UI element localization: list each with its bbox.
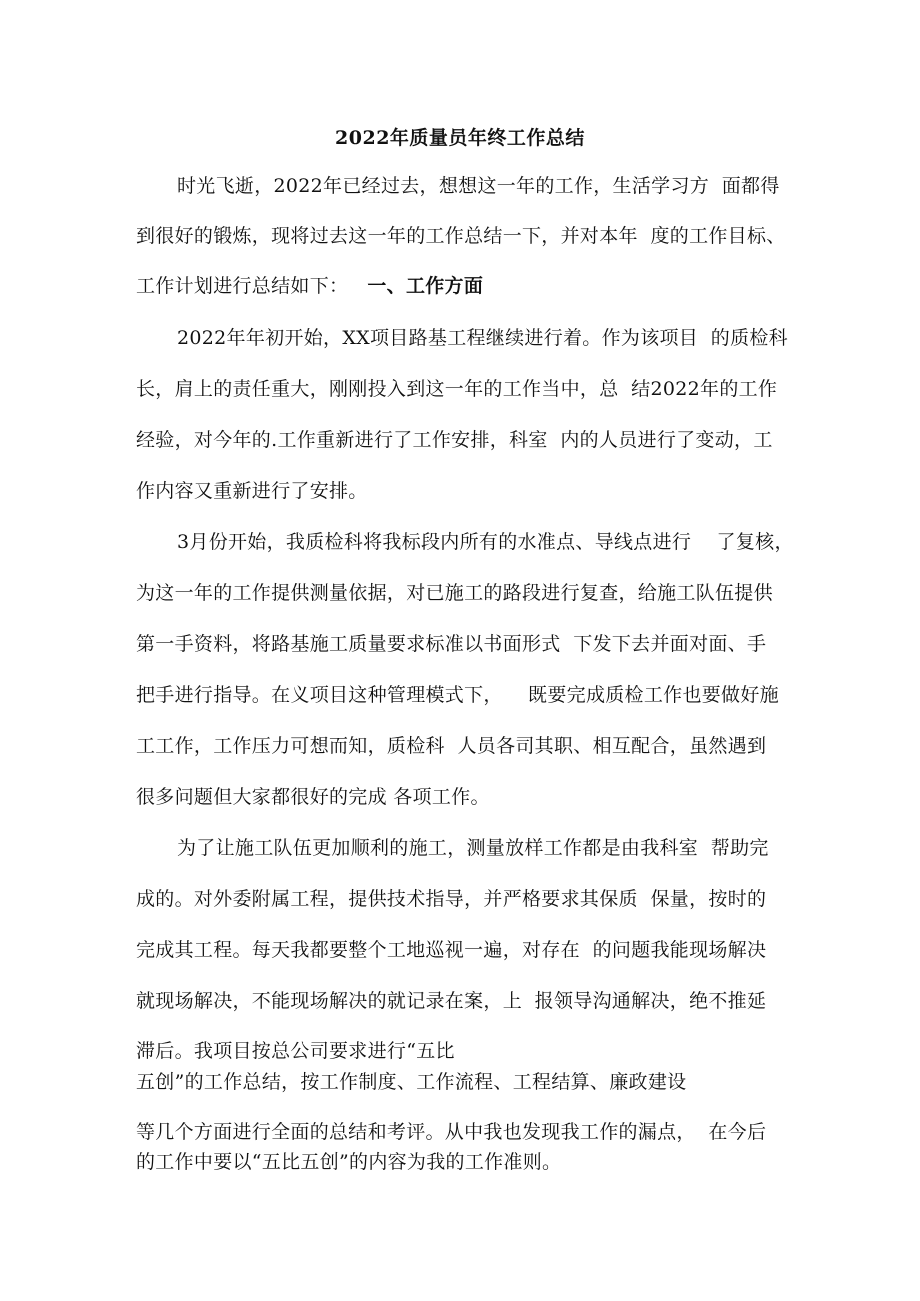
paragraph-line: 长，肩上的责任重大，刚刚投入到这一年的工作当中，总 结2022年的工作	[136, 378, 778, 400]
paragraph-line: 就现场解决，不能现场解决的就记录在案，上 报领导沟通解决，绝不推延	[136, 990, 767, 1012]
paragraph-line: 滞后。我项目按总公司要求进行“五比	[136, 1040, 455, 1062]
paragraph-line: 五创”的工作总结，按工作制度、工作流程、工程结算、廉政建设	[136, 1071, 687, 1093]
paragraph-line: 时光飞逝，2022年已经过去，想想这一年的工作，生活学习方 面都得	[177, 175, 780, 197]
paragraph-text: 工作计划进行总结如下：	[136, 275, 349, 297]
paragraph-line: 作内容又重新进行了安排。	[136, 480, 368, 502]
paragraph-line: 为这一年的工作提供测量依据，对已施工的路段进行复查，给施工队伍提供	[136, 582, 773, 604]
paragraph-line: 的工作中要以“五比五创”的内容为我的工作准则。	[136, 1151, 562, 1173]
paragraph-line: 2022年年初开始，XX项目路基工程继续进行着。作为该项目 的质检科	[177, 327, 788, 349]
paragraph-line: 把手进行指导。在义项目这种管理模式下， 既要完成质检工作也要做好施	[136, 684, 779, 706]
paragraph-line: 3月份开始，我质检科将我标段内所有的水准点、导线点进行 了复核，	[177, 531, 794, 553]
paragraph-line: 经验，对今年的.工作重新进行了工作安排，科室 内的人员进行了变动，工	[136, 429, 773, 451]
paragraph-line: 工工作，工作压力可想而知，质检科 人员各司其职、相互配合，虽然遇到	[136, 735, 767, 757]
document-title: 2022年质量员年终工作总结	[335, 127, 585, 149]
paragraph-line	[136, 272, 483, 300]
paragraph-line: 等几个方面进行全面的总结和考评。从中我也发现我工作的漏点， 在今后	[136, 1121, 767, 1143]
paragraph-line: 很多问题但大家都很好的完成 各项工作。	[136, 786, 490, 808]
section-heading: 一、工作方面	[367, 275, 484, 297]
paragraph-line: 完成其工程。每天我都要整个工地巡视一遍，对存在 的问题我能现场解决	[136, 939, 767, 961]
paragraph-line: 到很好的锻炼，现将过去这一年的工作总结一下，并对本年 度的工作目标、	[136, 225, 786, 247]
paragraph-line: 成的。对外委附属工程，提供技术指导，并严格要求其保质 保量，按时的	[136, 888, 767, 910]
paragraph-line: 第一手资料，将路基施工质量要求标准以书面形式 下发下去并面对面、手	[136, 633, 767, 655]
paragraph-line: 为了让施工队伍更加顺利的施工，测量放样工作都是由我科室 帮助完	[177, 837, 769, 859]
